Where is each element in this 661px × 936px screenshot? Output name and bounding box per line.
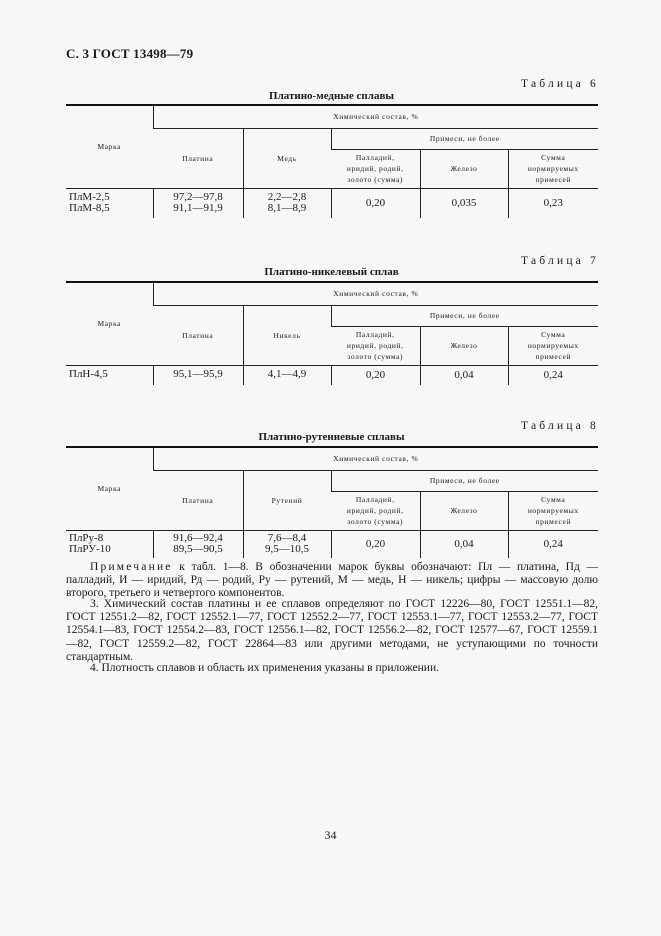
table-8-title: Платино-рутениевые сплавы <box>258 431 405 443</box>
col-impurities-header: Примеси, не более <box>331 470 598 491</box>
table-7-label: Таблица 7 <box>521 255 599 267</box>
table-8-label: Таблица 8 <box>521 420 599 432</box>
col-chem-header: Химический состав, % <box>153 447 598 470</box>
col-iron-header: Железо <box>420 326 508 365</box>
table-7-title: Платино-никелевый сплав <box>264 266 399 278</box>
col-pd-header: Палладий, иридий, родий, золото (сумма) <box>331 149 420 188</box>
col-impurities-header: Примеси, не более <box>331 305 598 326</box>
col-chem-header: Химический состав, % <box>153 105 598 128</box>
table-7 <box>66 281 598 385</box>
col-impurities-header: Примеси, не более <box>331 128 598 149</box>
table-6-label: Таблица 6 <box>521 78 599 90</box>
col-marka-header: Марка <box>66 282 153 365</box>
page-header: С. 3 ГОСТ 13498—79 <box>66 46 194 61</box>
col-iron-header: Железо <box>420 491 508 530</box>
col-platinum-header: Платина <box>153 128 243 188</box>
col-ruthenium-header: Рутений <box>243 470 331 530</box>
page-number: 34 <box>324 828 337 842</box>
paragraph-4: 4. Плотность сплавов и область их применения указаны в приложении. <box>90 662 439 674</box>
table-row: ПлМ-2,5 ПлМ-8,5 97,2—97,8 91,1—91,9 2,2—2,8 8,1—8,9 0,20 0,035 0,23 <box>66 188 598 218</box>
col-platinum-header: Платина <box>153 305 243 365</box>
col-sum-header: Сумма нормируемых примесей <box>508 491 598 530</box>
col-iron-header: Железо <box>420 149 508 188</box>
paragraph-3: 3. Химический состав платины и ее сплавов определяют по ГОСТ 12226—80, ГОСТ 12551.1—82, ГОСТ 12551.2—82, ГОСТ 12552.1—77, ГОСТ 12552.2—77, ГОСТ 12553.1—77, ГОСТ 12553.2—77, ГОСТ 12554.1—83, ГОСТ 12554.2—83, ГОСТ 12556.1—82, ГОСТ 12556.2—82, ГОСТ 12577—67, ГОСТ 12559.1—82, ГОСТ 12559.2—82, ГОСТ 22864—83 или другими методами, не уступающими по точности стандартным. <box>66 598 598 663</box>
col-copper-header: Медь <box>243 128 331 188</box>
col-sum-header: Сумма нормируемых примесей <box>508 149 598 188</box>
note-paragraph: Примечание к табл. 1—8. В обозначении марок буквы обозначают: Пл — платина, Пд — палладий, И — иридий, Рд — родий, Ру — рутений, М — медь, Н — никель; цифры — массовую долю второго, третьего и четвертого компонентов. <box>66 561 598 600</box>
col-marka-header: Марка <box>66 447 153 530</box>
table-row: ПлН-4,5 95,1—95,9 4,1—4,9 0,20 0,04 0,24 <box>66 365 598 385</box>
table-row: ПлРу-8 ПлРУ-10 91,6—92,4 89,5—90,5 7,6—8,4 9,5—10,5 0,20 0,04 0,24 <box>66 530 598 558</box>
col-pd-header: Палладий, иридий, родий, золото (сумма) <box>331 491 420 530</box>
col-nickel-header: Никель <box>243 305 331 365</box>
table-8 <box>66 446 598 558</box>
col-chem-header: Химический состав, % <box>153 282 598 305</box>
table-6-title: Платино-медные сплавы <box>269 90 394 102</box>
col-marka-header: Марка <box>66 105 153 188</box>
col-sum-header: Сумма нормируемых примесей <box>508 326 598 365</box>
table-6 <box>66 104 598 218</box>
col-pd-header: Палладий, иридий, родий, золото (сумма) <box>331 326 420 365</box>
col-platinum-header: Платина <box>153 470 243 530</box>
